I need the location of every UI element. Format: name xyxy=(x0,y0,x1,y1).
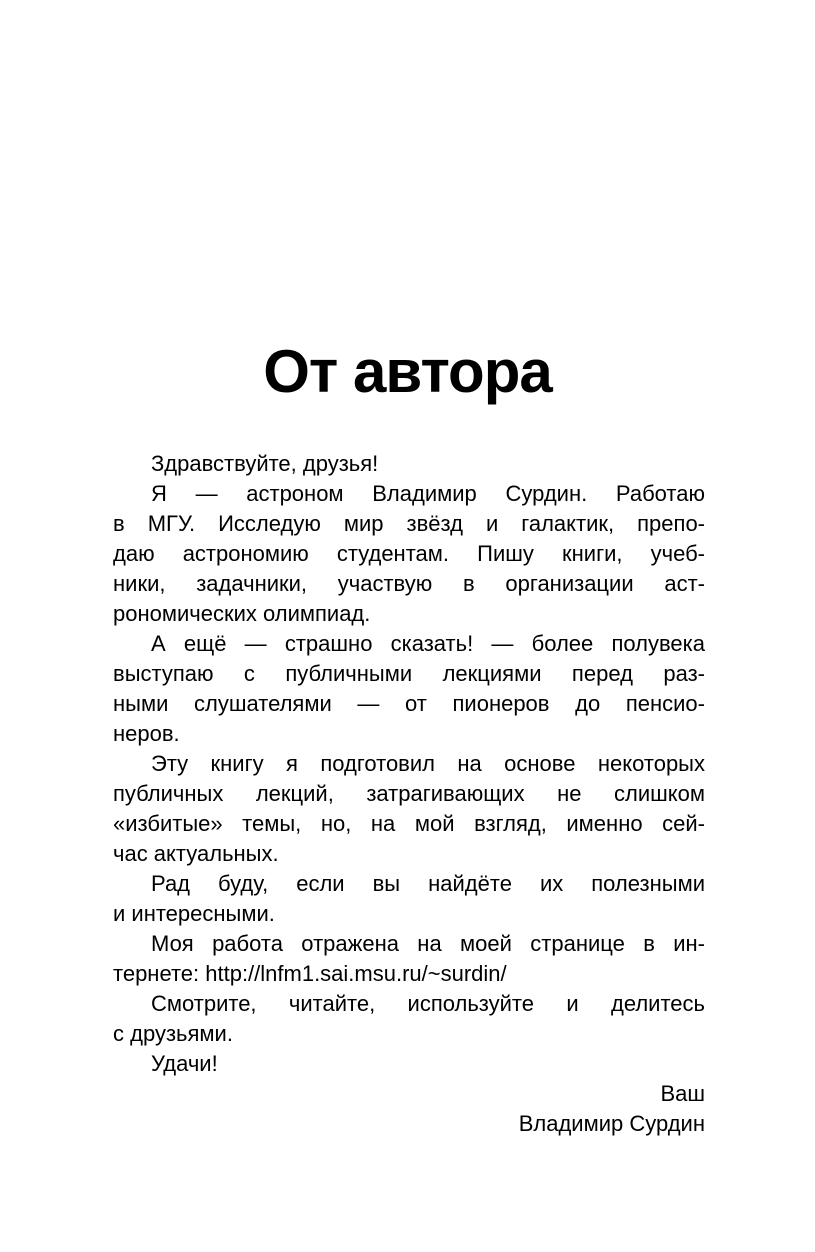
paragraph xyxy=(113,449,705,479)
text-line: Здравствуйте, друзья! xyxy=(151,451,379,476)
text-line: с друзьями. xyxy=(113,1021,233,1046)
text-line: публичных лекций, затрагивающих не слишком xyxy=(113,781,705,806)
text-line: Удачи! xyxy=(151,1051,218,1076)
text-line: Рад буду, если вы найдёте их полезными xyxy=(151,871,705,896)
paragraph xyxy=(113,749,705,869)
paragraph xyxy=(113,929,705,989)
text-line: Смотрите, читайте, используйте и делитесь xyxy=(151,991,705,1016)
text-line: Моя работа отражена на моей странице в ин- xyxy=(151,931,705,956)
text-line: в МГУ. Исследую мир звёзд и галактик, препо- xyxy=(113,511,705,536)
body-text xyxy=(113,449,705,1139)
text-line: и интересными. xyxy=(113,901,275,926)
text-line: Ваш xyxy=(660,1081,705,1106)
text-line: даю астрономию студентам. Пишу книги, учеб- xyxy=(113,541,705,566)
text-line: выступаю с публичными лекциями перед раз- xyxy=(113,661,705,686)
text-line: неров. xyxy=(113,721,180,746)
text-line: А ещё — страшно сказать! — более полувека xyxy=(151,631,705,656)
text-line: «избитые» темы, но, на мой взгляд, именно сей- xyxy=(113,811,705,836)
page-title: От автора xyxy=(263,338,552,406)
paragraph xyxy=(113,1109,705,1139)
text-line: час актуальных. xyxy=(113,841,279,866)
text-line: ники, задачники, участвую в организации аст- xyxy=(113,571,705,596)
paragraph xyxy=(113,869,705,929)
paragraph xyxy=(113,479,705,629)
paragraph xyxy=(113,629,705,749)
paragraph xyxy=(113,989,705,1049)
text-line: Я — астроном Владимир Сурдин. Работаю xyxy=(151,481,705,506)
text-line: ными слушателями — от пионеров до пенсио- xyxy=(113,691,705,716)
paragraph xyxy=(113,1049,705,1079)
text-line: рономических олимпиад. xyxy=(113,601,371,626)
paragraph xyxy=(113,1079,705,1109)
text-line: Владимир Сурдин xyxy=(518,1111,705,1136)
text-line: тернете: http://lnfm1.sai.msu.ru/~surdin/ xyxy=(113,961,507,986)
text-line: Эту книгу я подготовил на основе некоторых xyxy=(151,751,705,776)
